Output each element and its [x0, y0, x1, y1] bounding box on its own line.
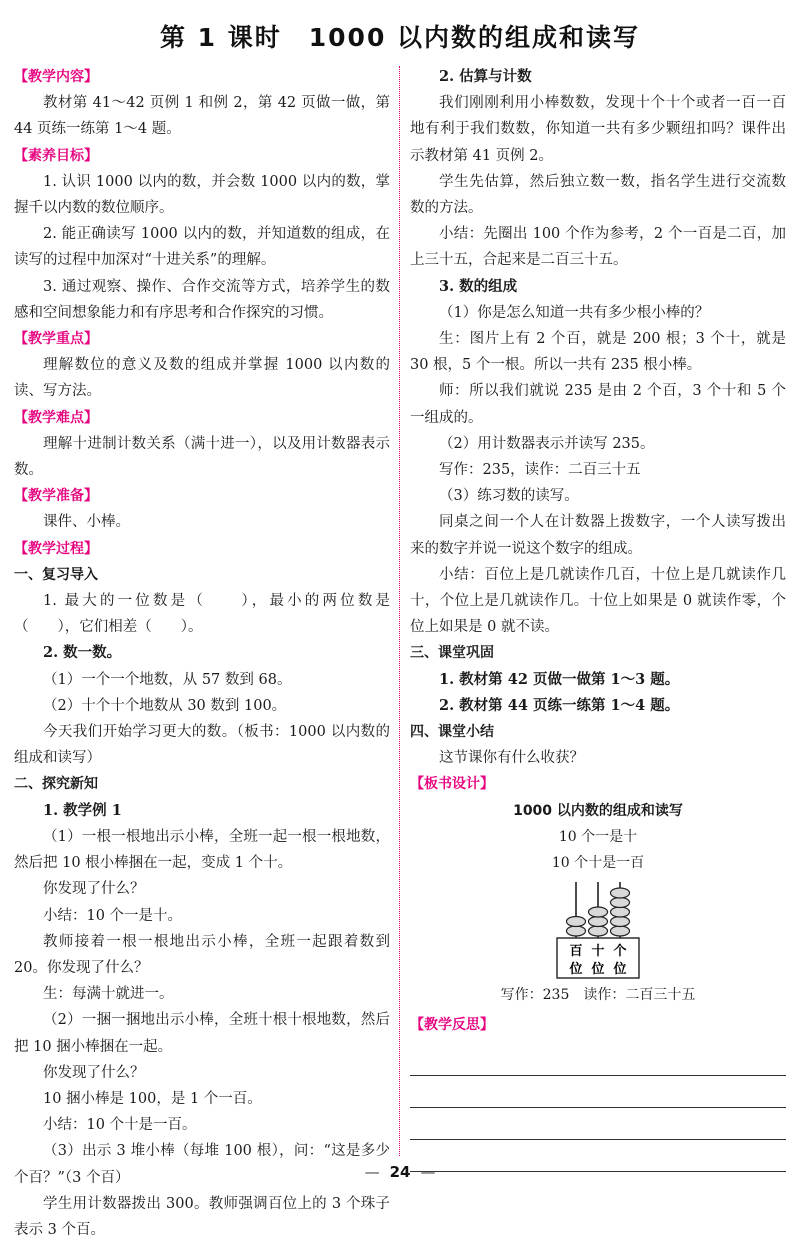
abacus-bead-hundreds: [567, 916, 586, 926]
review-item: 今天我们开始学习更大的数。（板书：1000 以内数的组成和读写）: [14, 724, 390, 767]
section-label-prep: 【教学准备】: [14, 488, 98, 505]
reflection-line[interactable]: [410, 1044, 786, 1076]
compose-item: 写作：235，读作：二百三十五: [439, 462, 641, 479]
estimate-item: 小结：先圈出 100 个作为参考，2 个一百是二百，加上三十五，合起来是二百三十五。: [410, 226, 786, 269]
abacus: [553, 878, 643, 980]
place-tens-label: 十: [591, 943, 605, 959]
section-label-difficulty: 【教学难点】: [14, 409, 98, 426]
review-heading: 一、复习导入: [14, 566, 98, 583]
content-text: 教材第 41～42 页例 1 和例 2，第 42 页做一做，第 44 页练一练第 1～4 题。: [14, 95, 390, 138]
abacus-bead-tens: [589, 916, 608, 926]
explore-item: 生：每满十就进一。: [43, 986, 174, 1003]
summary-heading: 四、课堂小结: [410, 724, 494, 741]
goal-item: 2. 能正确读写 1000 以内的数，并知道数的组成，在读写的过程中加深对“十进关系”的理解。: [14, 226, 390, 269]
explore-item: 10 捆小棒是 100，是 1 个一百。: [43, 1090, 262, 1107]
compose-item: 同桌之间一个人在计数器上拨数字，一个人读写拨出来的数字并说一说这个数字的组成。: [410, 514, 786, 557]
explore-item: 你发现了什么？: [43, 881, 145, 898]
compose-item: 师：所以我们就说 235 是由 2 个百，3 个十和 5 个一组成的。: [410, 383, 786, 426]
review-item: 1. 最大的一位数是（ ），最小的两位数是（ ），它们相差（ ）。: [14, 593, 390, 636]
board-line: 10 个一是十: [558, 828, 638, 845]
summary-text: 这节课你有什么收获？: [439, 750, 584, 767]
place-suffix: 位: [569, 961, 583, 977]
place-ones-label: 个: [613, 943, 627, 959]
practice-item: 2. 教材第 44 页练一练第 1～4 题。: [439, 696, 680, 714]
estimate-heading: 2. 估算与计数: [439, 68, 532, 85]
section-label-content: 【教学内容】: [14, 69, 98, 85]
abacus-bead-ones: [611, 916, 630, 926]
footer-dash: —: [364, 1163, 380, 1181]
abacus-bead-ones: [611, 907, 630, 917]
review-item: （2）十个十个地数从 30 数到 100。: [43, 697, 287, 714]
goal-item: 1. 认识 1000 以内的数，并会数 1000 以内的数，掌握千以内数的数位顺序。: [14, 173, 390, 217]
abacus-bead-ones: [611, 888, 630, 898]
section-label-reflection: 【教学反思】: [410, 1016, 494, 1033]
page-title: 第 1 课时 1000 以内数的组成和读写: [159, 23, 641, 52]
right-column: [410, 64, 786, 1172]
review-item: （1）一个一个地数，从 57 数到 68。: [43, 671, 292, 688]
explore-item: （3）出示 3 堆小棒（每堆 100 根），问：“这是多少个百？”（3 个百）: [14, 1143, 390, 1186]
board-design: [410, 798, 786, 876]
reflection-lines: [410, 1044, 786, 1172]
left-column: [14, 64, 390, 1243]
board-line: 10 个十是一百: [551, 854, 645, 871]
place-suffix: 位: [613, 961, 627, 977]
section-label-key: 【教学重点】: [14, 331, 98, 348]
compose-item: （2）用计数器表示并读写 235。: [439, 435, 655, 452]
explore-heading: 二、探究新知: [14, 776, 98, 793]
difficulty-text: 理解十进制计数关系（满十进一），以及用计数器表示数。: [14, 435, 390, 479]
compose-item: 小结：百位上是几就读作几百，十位上是几就读作几十，个位上是几就读作几。十位上如果是 0 就读作零，个位上如果是 0 就不读。: [410, 566, 786, 636]
practice-heading: 三、课堂巩固: [410, 645, 494, 662]
key-text: 理解数位的意义及数的组成并掌握 1000 以内数的读、写方法。: [14, 357, 390, 400]
abacus-bead-ones: [611, 897, 630, 907]
abacus-figure: [410, 878, 786, 980]
abacus-bead-ones: [611, 926, 630, 936]
goal-item: 3. 通过观察、操作、合作交流等方式，培养学生的数感和空间想象能力和有序思考和合作探究的习惯。: [14, 278, 390, 321]
prep-text: 课件、小棒。: [43, 514, 130, 531]
abacus-bead-hundreds: [567, 926, 586, 936]
page-number: 24: [389, 1163, 411, 1181]
practice-item: 1. 教材第 42 页做一做第 1～3 题。: [439, 670, 680, 688]
place-suffix: 位: [591, 961, 605, 977]
estimate-item: 我们刚刚利用小棒数数，发现十个十个或者一百一百地有利于我们数数，你知道一共有多少颗纽扣吗？课件出示教材第 41 页例 2。: [410, 95, 786, 164]
column-divider: [399, 66, 400, 1156]
section-label-board: 【板书设计】: [410, 776, 494, 793]
abacus-bead-tens: [589, 926, 608, 936]
explore-item: （2）一捆一捆地出示小棒，全班十根十根地数，然后把 10 捆小棒捆在一起。: [14, 1012, 390, 1055]
explore-item: 你发现了什么？: [43, 1064, 145, 1081]
explore-item: （1）一根一根地出示小棒，全班一起一根一根地数，然后把 10 根小棒捆在一起，变成 1 个十。: [14, 828, 390, 872]
abacus-bead-tens: [589, 907, 608, 917]
reflection-line[interactable]: [410, 1076, 786, 1108]
footer-dash: —: [420, 1163, 436, 1181]
compose-item: （3）练习数的读写。: [439, 488, 579, 505]
board-writing: 写作：235 读作：二百三十五: [500, 986, 696, 1003]
review-item: 2. 数一数。: [43, 644, 122, 662]
explore-item: 教师接着一根一根地出示小棒，全班一起跟着数到 20。你发现了什么？: [14, 933, 390, 976]
estimate-item: 学生先估算，然后独立数一数，指名学生进行交流数数的方法。: [410, 173, 786, 217]
section-label-goals: 【素养目标】: [14, 147, 98, 164]
explore-item: 小结：10 个十是一百。: [43, 1117, 197, 1134]
place-hundreds-label: 百: [569, 943, 583, 959]
page-footer: [0, 1163, 800, 1181]
compose-item: （1）你是怎么知道一共有多少根小棒的？: [439, 304, 710, 321]
explore-item: 1. 教学例 1: [43, 801, 122, 819]
board-title: 1000 以内数的组成和读写: [513, 802, 683, 819]
reflection-line[interactable]: [410, 1108, 786, 1140]
section-label-process: 【教学过程】: [14, 540, 98, 557]
explore-item: 小结：10 个一是十。: [43, 907, 183, 924]
explore-item: 学生用计数器拨出 300。教师强调百位上的 3 个珠子表示 3 个百。: [14, 1195, 390, 1238]
compose-item: 生：图片上有 2 个百，就是 200 根；3 个十，就是 30 根，5 个一根。所以一共有 235 根小棒。: [410, 331, 786, 374]
compose-heading: 3. 数的组成: [439, 277, 518, 295]
